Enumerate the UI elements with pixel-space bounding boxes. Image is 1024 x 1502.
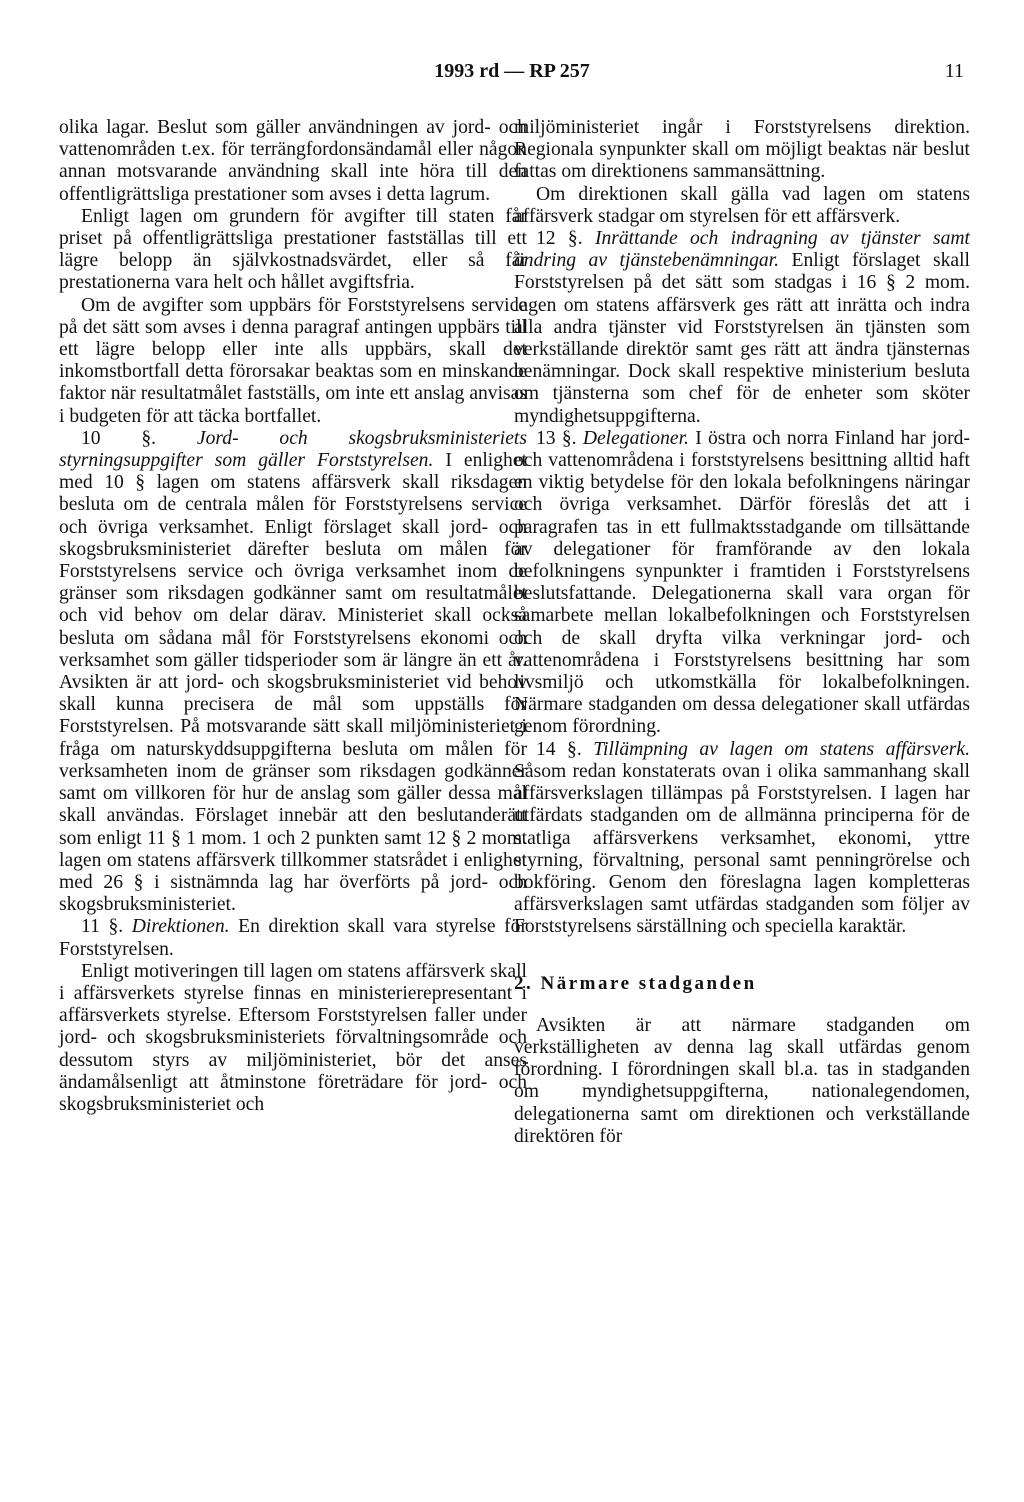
section-13 xyxy=(514,428,970,739)
section-text: Enligt förslaget skall Forststyrelsen på det sätt som stadgas i 16 § 2 mom. lagen om statens affärsverk ges rätt att inrätta och indra alla andra tjänster vid Forststyrelsen än tjänsten som verkställande direktör samt ges rätt att ändra tjänsternas benämningar. Dock skall respektive ministerium besluta om tjänsterna som chef för de enheter som sköter myndighetsuppgifterna. xyxy=(514,250,971,427)
section-number: 13 §. xyxy=(536,427,577,449)
page-number: 11 xyxy=(944,60,964,82)
running-title: 1993 rd — RP 257 xyxy=(434,60,590,82)
section-heading: 2. Närmare stadganden xyxy=(514,972,757,994)
paragraph: Enligt lagen om grundern för avgifter till staten får priset på offentligrättsliga prestationer fastställas till ett lägre belopp än självkostnadsvärdet, eller så får prestationerna vara helt och hållet avgiftsfria. xyxy=(59,205,527,294)
section-10 xyxy=(59,428,527,916)
paragraph: Avsikten är att närmare stadganden om verkställigheten av denna lag skall utfärdas genom förordning. I förordningen skall bl.a. tas in stadganden om myndighetsuppgifterna, nationalegendomen, delegationerna samt om direktionen och verkställande direktören för xyxy=(514,1014,970,1147)
paragraph: Om direktionen skall gälla vad lagen om statens affärsverk stadgar om styrelsen för ett affärsverk. xyxy=(514,183,970,227)
section-title: Delegationer. xyxy=(582,427,689,449)
section-title: Jord- och skogsbruksministeriets styrningsuppgifter som gäller Forststyrelsen. xyxy=(59,427,527,472)
left-column xyxy=(59,117,527,1116)
section-12 xyxy=(514,228,970,428)
section-title: Tillämpning av lagen om statens affärsverk. xyxy=(593,738,970,760)
section-title: Inrättande och indragning av tjänster samt ändring av tjänstebenämningar. xyxy=(514,228,970,272)
section-14 xyxy=(514,739,970,939)
section-title: Direktionen. xyxy=(131,916,230,938)
paragraph: miljöministeriet ingår i Forststyrelsens direktion. Regionala synpunkter skall om möjligt beaktas när beslut fattas om direktionens sammansättning. xyxy=(514,117,970,183)
section-text: I östra och norra Finland har jord- och vattenområdena i forststyrelsens besittning alltid haft en viktig betydelse för den lokala befolkningens näringar och övriga verksamhet. Därför föreslås det att i paragrafen tas in ett fullmaktsstadgande om tillsättande av delegationer för framförande av den lokala befolkningens synpunkter i framtiden i Forststyrelsens beslutsfattande. Delegationerna skall vara organ för samarbete mellan lokalbefolkningen och Forststyrelsen och de skall dryfta vilka verkningar jord- och vattenområdena i Forststyrelsens besittning har som livsmiljö och utkomstkälla för lokalbefolkningen. Närmare stadganden om dessa delegationer skall utfärdas genom förordning. xyxy=(514,427,970,738)
section-11 xyxy=(59,916,527,960)
paragraph: Enligt motiveringen till lagen om statens affärsverk skall i affärsverkets styrelse finnas en ministerierepresentant i affärsverkets styrelse. Eftersom Forststyrelsen faller under jord- och skogsbruksministeriets förvaltningsområde och dessutom styrs av miljöministeriet, bör det anses ändamålsenligt att åtminstone företrädare för jord- och skogsbruksministeriet och xyxy=(59,960,527,1115)
section-number: 14 §. xyxy=(536,738,582,760)
paragraph: olika lagar. Beslut som gäller användningen av jord- och vattenområden t.ex. för terrängfordonsändamål eller någon annan motsvarande användning skall inte höra till den offentligrättsliga prestationer som avses i detta lagrum. xyxy=(59,117,527,205)
paragraph: Om de avgifter som uppbärs för Forststyrelsens service på det sätt som avses i denna paragraf antingen uppbärs till ett lägre belopp eller inte alls uppbärs, skall det inkomstbortfall detta förorsakar beaktas som en minskande faktor när resultatmålet fastställs, om inte ett anslag anvisas i budgeten för att täcka bortfallet. xyxy=(59,294,527,427)
section-text: En direktion skall vara styrelse för Forststyrelsen. xyxy=(59,916,527,960)
section-number: 11 §. xyxy=(81,916,124,938)
page-header xyxy=(0,60,1024,90)
section-text: Såsom redan konstaterats ovan i olika sammanhang skall affärsverkslagen tillämpas på Forststyrelsen. I lagen har utfärdats stadganden om de allmänna principerna för de statliga affärsverkens verksamhet, ekonomi, yttre styrning, förvaltning, personal samt penningrörelse och bokföring. Genom den föreslagna lagen kompletteras affärsverkslagen samt utfärdas stadganden som följer av Forststyrelsens särställning och speciella karaktär. xyxy=(514,760,970,938)
section-number: 10 §. xyxy=(81,427,157,449)
section-text: I enlighet med 10 § lagen om statens affärsverk skall riksdagen besluta om de centrala målen för Forststyrelsens service och övriga verksamhet. Enligt förslaget skall jord- och skogsbruksministeriet därefter besluta om målen för Forststyrelsens service och övriga verksamhet inom de gränser som riksdagen godkänner samt om resultatmålet och vid behov om delar därav. Ministeriet skall också besluta om sådana mål för Forststyrelsens ekonomi och verksamhet som gäller tidsperioder som är längre än ett år. Avsikten är att jord- och skogsbruksministeriet vid behov skall kunna precisera de mål som uppställs för Forststyrelsen. På motsvarande sätt skall miljöministeriet i fråga om naturskyddsuppgifterna besluta om målen för verksamheten inom de gränser som riksdagen godkänner samt om villkoren för hur de anslag som gäller dessa mål skall användas. Förslaget innebär att den beslutanderätt som enligt 11 § 1 mom. 1 och 2 punkten samt 12 § 2 mom. lagen om statens affärsverk tillkommer statsrådet i enlighet med 26 § i sistnämnda lag har överförts på jord- och skogsbruksministeriet. xyxy=(59,450,527,916)
right-column xyxy=(514,117,970,1148)
section-number: 12 §. xyxy=(536,228,583,250)
